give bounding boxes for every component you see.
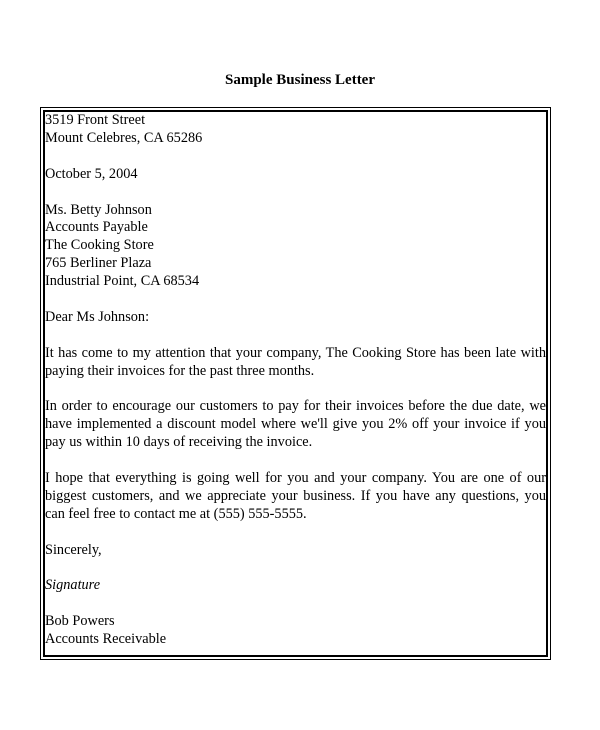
sender-street: 3519 Front Street: [45, 112, 146, 128]
letter-date: [45, 166, 548, 184]
letter-body: [45, 112, 548, 667]
document-title: Sample Business Letter: [225, 72, 375, 88]
recipient-address: [45, 202, 548, 292]
body-paragraph-1: It has come to my attention that your company, The Cooking Store has been late with paying their invoices for the past three months.: [45, 344, 546, 379]
recipient-department: Accounts Payable: [45, 219, 148, 236]
sender-city: Mount Celebres, CA 65286: [45, 129, 203, 146]
recipient-name: Ms. Betty Johnson: [45, 201, 152, 218]
sender-address: [45, 112, 548, 148]
body-paragraph-2: In order to encourage our customers to pay for their invoices before the due date, we have implemented a discount model where we'll give you 2% off your invoice if you pay us within 10 days of receiving the invoice.: [45, 398, 546, 451]
signer-name: Bob Powers: [45, 613, 115, 630]
signer-department: Accounts Receivable: [45, 631, 167, 648]
signer-block: [45, 613, 548, 649]
date-text: October 5, 2004: [45, 165, 138, 182]
body-paragraph-3: I hope that everything is going well for you and your company. You are one of our biggest customers, and we appreciate your business. If you have any questions, you can feel free to contact me at (555) 555-5555.: [45, 470, 546, 522]
closing: Sincerely,: [45, 541, 102, 558]
recipient-city: Industrial Point, CA 68534: [45, 273, 200, 290]
salutation: Dear Ms Johnson:: [45, 308, 150, 325]
recipient-company: The Cooking Store: [45, 237, 154, 254]
signature: Signature: [45, 577, 101, 594]
recipient-street: 765 Berliner Plaza: [45, 255, 152, 272]
